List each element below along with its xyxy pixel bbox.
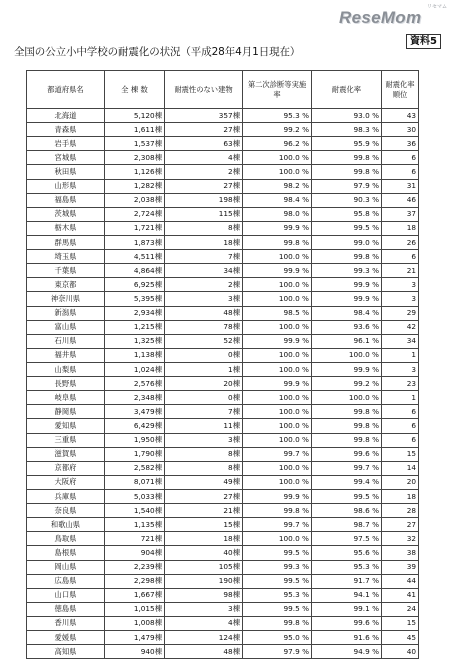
rank-cell: 3 — [382, 278, 419, 292]
total-buildings-cell: 1,611棟 — [105, 123, 165, 137]
rank-cell: 38 — [382, 546, 419, 560]
resistance-rate-cell: 99.8 % — [312, 250, 382, 264]
non-resistant-cell: 78棟 — [165, 320, 243, 334]
logo-text: ReseMom — [339, 8, 422, 27]
prefecture-cell: 鳥取県 — [27, 532, 105, 546]
non-resistant-cell: 105棟 — [165, 560, 243, 574]
total-buildings-cell: 8,071棟 — [105, 475, 165, 489]
diagnosis-rate-cell: 99.8 % — [243, 504, 312, 518]
rank-cell: 36 — [382, 137, 419, 151]
total-buildings-cell: 1,282棟 — [105, 179, 165, 193]
diagnosis-rate-cell: 100.0 % — [243, 250, 312, 264]
resistance-rate-cell: 99.8 % — [312, 151, 382, 165]
diagnosis-rate-cell: 99.5 % — [243, 574, 312, 588]
non-resistant-cell: 2棟 — [165, 278, 243, 292]
non-resistant-cell: 98棟 — [165, 588, 243, 602]
total-buildings-cell: 1,015棟 — [105, 602, 165, 616]
total-buildings-cell: 6,429棟 — [105, 419, 165, 433]
prefecture-cell: 滋賀県 — [27, 447, 105, 461]
rank-cell: 39 — [382, 560, 419, 574]
table-row — [27, 179, 419, 193]
total-buildings-cell: 2,239棟 — [105, 560, 165, 574]
total-buildings-cell: 904棟 — [105, 546, 165, 560]
table-row — [27, 137, 419, 151]
resistance-rate-cell: 95.9 % — [312, 137, 382, 151]
resistance-rate-cell: 91.6 % — [312, 631, 382, 645]
diagnosis-rate-cell: 100.0 % — [243, 391, 312, 405]
rank-cell: 14 — [382, 461, 419, 475]
rank-cell: 21 — [382, 264, 419, 278]
total-buildings-cell: 1,537棟 — [105, 137, 165, 151]
resistance-rate-cell: 95.6 % — [312, 546, 382, 560]
prefecture-cell: 三重県 — [27, 433, 105, 447]
non-resistant-cell: 198棟 — [165, 193, 243, 207]
non-resistant-cell: 0棟 — [165, 391, 243, 405]
diagnosis-rate-cell: 99.3 % — [243, 560, 312, 574]
page-title: 全国の公立小中学校の耐震化の状況（平成28年4月1日現在） — [14, 46, 301, 58]
resistance-rate-cell: 99.5 % — [312, 221, 382, 235]
total-buildings-cell: 1,790棟 — [105, 447, 165, 461]
rank-cell: 30 — [382, 123, 419, 137]
prefecture-cell: 兵庫県 — [27, 489, 105, 503]
prefecture-cell: 高知県 — [27, 645, 105, 659]
total-buildings-cell: 940棟 — [105, 645, 165, 659]
non-resistant-cell: 34棟 — [165, 264, 243, 278]
prefecture-cell: 青森県 — [27, 123, 105, 137]
resistance-rate-cell: 91.7 % — [312, 574, 382, 588]
diagnosis-rate-cell: 100.0 % — [243, 475, 312, 489]
rank-cell: 42 — [382, 320, 419, 334]
prefecture-cell: 島根県 — [27, 546, 105, 560]
diagnosis-rate-cell: 100.0 % — [243, 151, 312, 165]
rank-cell: 18 — [382, 489, 419, 503]
total-buildings-cell: 1,008棟 — [105, 616, 165, 630]
diagnosis-rate-cell: 98.0 % — [243, 207, 312, 221]
resistance-rate-cell: 98.3 % — [312, 123, 382, 137]
diagnosis-rate-cell: 99.9 % — [243, 334, 312, 348]
resistance-rate-cell: 94.9 % — [312, 645, 382, 659]
prefecture-cell: 長野県 — [27, 377, 105, 391]
table-row — [27, 348, 419, 362]
non-resistant-cell: 18棟 — [165, 235, 243, 249]
prefecture-cell: 群馬県 — [27, 235, 105, 249]
resistance-rate-cell: 96.1 % — [312, 334, 382, 348]
resistance-rate-cell: 99.9 % — [312, 292, 382, 306]
resistance-rate-cell: 95.8 % — [312, 207, 382, 221]
non-resistant-cell: 7棟 — [165, 405, 243, 419]
prefecture-cell: 岐阜県 — [27, 391, 105, 405]
non-resistant-cell: 4棟 — [165, 151, 243, 165]
diagnosis-rate-cell: 97.9 % — [243, 645, 312, 659]
rank-cell: 15 — [382, 616, 419, 630]
diagnosis-rate-cell: 100.0 % — [243, 320, 312, 334]
rank-cell: 34 — [382, 334, 419, 348]
diagnosis-rate-cell: 100.0 % — [243, 292, 312, 306]
resistance-rate-cell: 100.0 % — [312, 391, 382, 405]
diagnosis-rate-cell: 99.8 % — [243, 235, 312, 249]
diagnosis-rate-cell: 95.0 % — [243, 631, 312, 645]
rank-cell: 23 — [382, 377, 419, 391]
prefecture-cell: 神奈川県 — [27, 292, 105, 306]
non-resistant-cell: 4棟 — [165, 616, 243, 630]
prefecture-cell: 京都府 — [27, 461, 105, 475]
table-row — [27, 109, 419, 123]
total-buildings-cell: 5,120棟 — [105, 109, 165, 123]
non-resistant-cell: 52棟 — [165, 334, 243, 348]
non-resistant-cell: 48棟 — [165, 645, 243, 659]
prefecture-cell: 宮城県 — [27, 151, 105, 165]
diagnosis-rate-cell: 99.9 % — [243, 264, 312, 278]
document-badge: 資料5 — [406, 34, 441, 49]
resistance-rate-cell: 93.0 % — [312, 109, 382, 123]
non-resistant-cell: 21棟 — [165, 504, 243, 518]
table-row — [27, 560, 419, 574]
table-row — [27, 207, 419, 221]
resemom-logo — [339, 4, 449, 34]
prefecture-cell: 富山県 — [27, 320, 105, 334]
diagnosis-rate-cell: 98.2 % — [243, 179, 312, 193]
prefecture-cell: 山梨県 — [27, 362, 105, 376]
header-total-buildings: 全 棟 数 — [105, 71, 165, 109]
total-buildings-cell: 1,950棟 — [105, 433, 165, 447]
rank-cell: 41 — [382, 588, 419, 602]
table-header-row — [27, 71, 419, 109]
non-resistant-cell: 357棟 — [165, 109, 243, 123]
non-resistant-cell: 8棟 — [165, 461, 243, 475]
diagnosis-rate-cell: 100.0 % — [243, 433, 312, 447]
prefecture-cell: 北海道 — [27, 109, 105, 123]
resistance-rate-cell: 100.0 % — [312, 348, 382, 362]
header-diagnosis-rate: 第二次診断等実施率 — [243, 71, 312, 109]
table-row — [27, 532, 419, 546]
diagnosis-rate-cell: 99.9 % — [243, 377, 312, 391]
header-non-resistant: 耐震性のない建物 — [165, 71, 243, 109]
diagnosis-rate-cell: 100.0 % — [243, 348, 312, 362]
resistance-rate-cell: 98.6 % — [312, 504, 382, 518]
table-row — [27, 504, 419, 518]
table-row — [27, 123, 419, 137]
rank-cell: 18 — [382, 221, 419, 235]
rank-cell: 46 — [382, 193, 419, 207]
prefecture-cell: 秋田県 — [27, 165, 105, 179]
prefecture-cell: 栃木県 — [27, 221, 105, 235]
prefecture-cell: 大阪府 — [27, 475, 105, 489]
prefecture-cell: 石川県 — [27, 334, 105, 348]
table-row — [27, 447, 419, 461]
prefecture-cell: 静岡県 — [27, 405, 105, 419]
total-buildings-cell: 4,864棟 — [105, 264, 165, 278]
non-resistant-cell: 7棟 — [165, 250, 243, 264]
non-resistant-cell: 190棟 — [165, 574, 243, 588]
table-row — [27, 377, 419, 391]
prefecture-cell: 広島県 — [27, 574, 105, 588]
diagnosis-rate-cell: 95.3 % — [243, 109, 312, 123]
table-row — [27, 306, 419, 320]
non-resistant-cell: 3棟 — [165, 602, 243, 616]
rank-cell: 37 — [382, 207, 419, 221]
resistance-rate-cell: 97.5 % — [312, 532, 382, 546]
resistance-rate-cell: 99.8 % — [312, 165, 382, 179]
rank-cell: 43 — [382, 109, 419, 123]
prefecture-cell: 山口県 — [27, 588, 105, 602]
resistance-rate-cell: 99.7 % — [312, 461, 382, 475]
table-row — [27, 489, 419, 503]
rank-cell: 6 — [382, 151, 419, 165]
diagnosis-rate-cell: 99.2 % — [243, 123, 312, 137]
total-buildings-cell: 5,033棟 — [105, 489, 165, 503]
non-resistant-cell: 18棟 — [165, 532, 243, 546]
non-resistant-cell: 15棟 — [165, 518, 243, 532]
rank-cell: 15 — [382, 447, 419, 461]
rank-cell: 6 — [382, 250, 419, 264]
resistance-rate-cell: 99.9 % — [312, 278, 382, 292]
resistance-rate-cell: 99.2 % — [312, 377, 382, 391]
rank-cell: 44 — [382, 574, 419, 588]
diagnosis-rate-cell: 99.8 % — [243, 616, 312, 630]
prefecture-cell: 茨城県 — [27, 207, 105, 221]
prefecture-cell: 香川県 — [27, 616, 105, 630]
non-resistant-cell: 124棟 — [165, 631, 243, 645]
diagnosis-rate-cell: 98.5 % — [243, 306, 312, 320]
non-resistant-cell: 40棟 — [165, 546, 243, 560]
total-buildings-cell: 3,479棟 — [105, 405, 165, 419]
total-buildings-cell: 1,667棟 — [105, 588, 165, 602]
total-buildings-cell: 4,511棟 — [105, 250, 165, 264]
table-row — [27, 292, 419, 306]
prefecture-cell: 福井県 — [27, 348, 105, 362]
rank-cell: 6 — [382, 165, 419, 179]
resistance-rate-cell: 99.8 % — [312, 433, 382, 447]
rank-cell: 6 — [382, 405, 419, 419]
resistance-rate-cell: 99.6 % — [312, 616, 382, 630]
prefecture-cell: 愛知県 — [27, 419, 105, 433]
rank-cell: 31 — [382, 179, 419, 193]
resistance-rate-cell: 99.3 % — [312, 264, 382, 278]
diagnosis-rate-cell: 96.2 % — [243, 137, 312, 151]
total-buildings-cell: 1,138棟 — [105, 348, 165, 362]
table-row — [27, 264, 419, 278]
total-buildings-cell: 2,576棟 — [105, 377, 165, 391]
diagnosis-rate-cell: 98.4 % — [243, 193, 312, 207]
earthquake-resistance-table — [26, 70, 419, 659]
table-row — [27, 151, 419, 165]
rank-cell: 20 — [382, 475, 419, 489]
prefecture-cell: 徳島県 — [27, 602, 105, 616]
resistance-rate-cell: 99.4 % — [312, 475, 382, 489]
diagnosis-rate-cell: 99.5 % — [243, 602, 312, 616]
prefecture-cell: 愛媛県 — [27, 631, 105, 645]
resistance-rate-cell: 98.7 % — [312, 518, 382, 532]
non-resistant-cell: 20棟 — [165, 377, 243, 391]
table-row — [27, 588, 419, 602]
resistance-rate-cell: 93.6 % — [312, 320, 382, 334]
diagnosis-rate-cell: 99.5 % — [243, 546, 312, 560]
table-row — [27, 193, 419, 207]
total-buildings-cell: 6,925棟 — [105, 278, 165, 292]
table-row — [27, 235, 419, 249]
rank-cell: 6 — [382, 419, 419, 433]
table-row — [27, 334, 419, 348]
resistance-rate-cell: 95.3 % — [312, 560, 382, 574]
diagnosis-rate-cell: 99.7 % — [243, 447, 312, 461]
diagnosis-rate-cell: 99.9 % — [243, 221, 312, 235]
non-resistant-cell: 1棟 — [165, 362, 243, 376]
total-buildings-cell: 1,540棟 — [105, 504, 165, 518]
diagnosis-rate-cell: 100.0 % — [243, 165, 312, 179]
table-row — [27, 165, 419, 179]
diagnosis-rate-cell: 100.0 % — [243, 405, 312, 419]
total-buildings-cell: 2,724棟 — [105, 207, 165, 221]
header-rank: 耐震化率順位 — [382, 71, 419, 109]
table-row — [27, 433, 419, 447]
non-resistant-cell: 48棟 — [165, 306, 243, 320]
table-row — [27, 602, 419, 616]
total-buildings-cell: 2,308棟 — [105, 151, 165, 165]
resistance-rate-cell: 94.1 % — [312, 588, 382, 602]
table-row — [27, 631, 419, 645]
table-row — [27, 405, 419, 419]
logo-subtext: リセマム — [427, 4, 447, 10]
rank-cell: 24 — [382, 602, 419, 616]
table-row — [27, 362, 419, 376]
rank-cell: 1 — [382, 348, 419, 362]
total-buildings-cell: 1,479棟 — [105, 631, 165, 645]
rank-cell: 32 — [382, 532, 419, 546]
prefecture-cell: 岩手県 — [27, 137, 105, 151]
non-resistant-cell: 3棟 — [165, 292, 243, 306]
non-resistant-cell: 115棟 — [165, 207, 243, 221]
rank-cell: 26 — [382, 235, 419, 249]
table-row — [27, 391, 419, 405]
diagnosis-rate-cell: 100.0 % — [243, 532, 312, 546]
total-buildings-cell: 1,126棟 — [105, 165, 165, 179]
resistance-rate-cell: 99.5 % — [312, 489, 382, 503]
table-row — [27, 546, 419, 560]
prefecture-cell: 岡山県 — [27, 560, 105, 574]
non-resistant-cell: 27棟 — [165, 489, 243, 503]
total-buildings-cell: 721棟 — [105, 532, 165, 546]
total-buildings-cell: 2,038棟 — [105, 193, 165, 207]
non-resistant-cell: 27棟 — [165, 179, 243, 193]
total-buildings-cell: 1,325棟 — [105, 334, 165, 348]
total-buildings-cell: 2,298棟 — [105, 574, 165, 588]
table-row — [27, 574, 419, 588]
resistance-rate-cell: 99.8 % — [312, 419, 382, 433]
diagnosis-rate-cell: 100.0 % — [243, 278, 312, 292]
table-row — [27, 419, 419, 433]
prefecture-cell: 福島県 — [27, 193, 105, 207]
resistance-rate-cell: 99.9 % — [312, 362, 382, 376]
rank-cell: 40 — [382, 645, 419, 659]
rank-cell: 29 — [382, 306, 419, 320]
resistance-rate-cell: 99.6 % — [312, 447, 382, 461]
diagnosis-rate-cell: 100.0 % — [243, 362, 312, 376]
resistance-rate-cell: 99.8 % — [312, 405, 382, 419]
diagnosis-rate-cell: 100.0 % — [243, 461, 312, 475]
diagnosis-rate-cell: 100.0 % — [243, 419, 312, 433]
non-resistant-cell: 63棟 — [165, 137, 243, 151]
non-resistant-cell: 11棟 — [165, 419, 243, 433]
rank-cell: 28 — [382, 504, 419, 518]
total-buildings-cell: 2,348棟 — [105, 391, 165, 405]
resistance-rate-cell: 99.1 % — [312, 602, 382, 616]
table-row — [27, 278, 419, 292]
total-buildings-cell: 2,934棟 — [105, 306, 165, 320]
rank-cell: 1 — [382, 391, 419, 405]
prefecture-cell: 千葉県 — [27, 264, 105, 278]
diagnosis-rate-cell: 99.7 % — [243, 518, 312, 532]
total-buildings-cell: 5,395棟 — [105, 292, 165, 306]
rank-cell: 45 — [382, 631, 419, 645]
non-resistant-cell: 0棟 — [165, 348, 243, 362]
resistance-rate-cell: 98.4 % — [312, 306, 382, 320]
resistance-rate-cell: 99.0 % — [312, 235, 382, 249]
table-row — [27, 616, 419, 630]
diagnosis-rate-cell: 95.3 % — [243, 588, 312, 602]
total-buildings-cell: 1,721棟 — [105, 221, 165, 235]
prefecture-cell: 埼玉県 — [27, 250, 105, 264]
total-buildings-cell: 1,873棟 — [105, 235, 165, 249]
table-body — [27, 109, 419, 659]
rank-cell: 3 — [382, 292, 419, 306]
rank-cell: 3 — [382, 362, 419, 376]
total-buildings-cell: 1,215棟 — [105, 320, 165, 334]
non-resistant-cell: 3棟 — [165, 433, 243, 447]
total-buildings-cell: 2,582棟 — [105, 461, 165, 475]
non-resistant-cell: 2棟 — [165, 165, 243, 179]
resistance-rate-cell: 97.9 % — [312, 179, 382, 193]
prefecture-cell: 山形県 — [27, 179, 105, 193]
rank-cell: 27 — [382, 518, 419, 532]
non-resistant-cell: 8棟 — [165, 221, 243, 235]
non-resistant-cell: 27棟 — [165, 123, 243, 137]
table-row — [27, 475, 419, 489]
total-buildings-cell: 1,135棟 — [105, 518, 165, 532]
prefecture-cell: 東京都 — [27, 278, 105, 292]
total-buildings-cell: 1,024棟 — [105, 362, 165, 376]
rank-cell: 6 — [382, 433, 419, 447]
diagnosis-rate-cell: 99.9 % — [243, 489, 312, 503]
header-resistance-rate: 耐震化率 — [312, 71, 382, 109]
prefecture-cell: 和歌山県 — [27, 518, 105, 532]
table-row — [27, 221, 419, 235]
non-resistant-cell: 49棟 — [165, 475, 243, 489]
table-row — [27, 518, 419, 532]
resistance-rate-cell: 90.3 % — [312, 193, 382, 207]
non-resistant-cell: 8棟 — [165, 447, 243, 461]
table-row — [27, 645, 419, 659]
table-row — [27, 320, 419, 334]
prefecture-cell: 新潟県 — [27, 306, 105, 320]
table-row — [27, 461, 419, 475]
table-row — [27, 250, 419, 264]
prefecture-cell: 奈良県 — [27, 504, 105, 518]
header-prefecture: 都道府県名 — [27, 71, 105, 109]
